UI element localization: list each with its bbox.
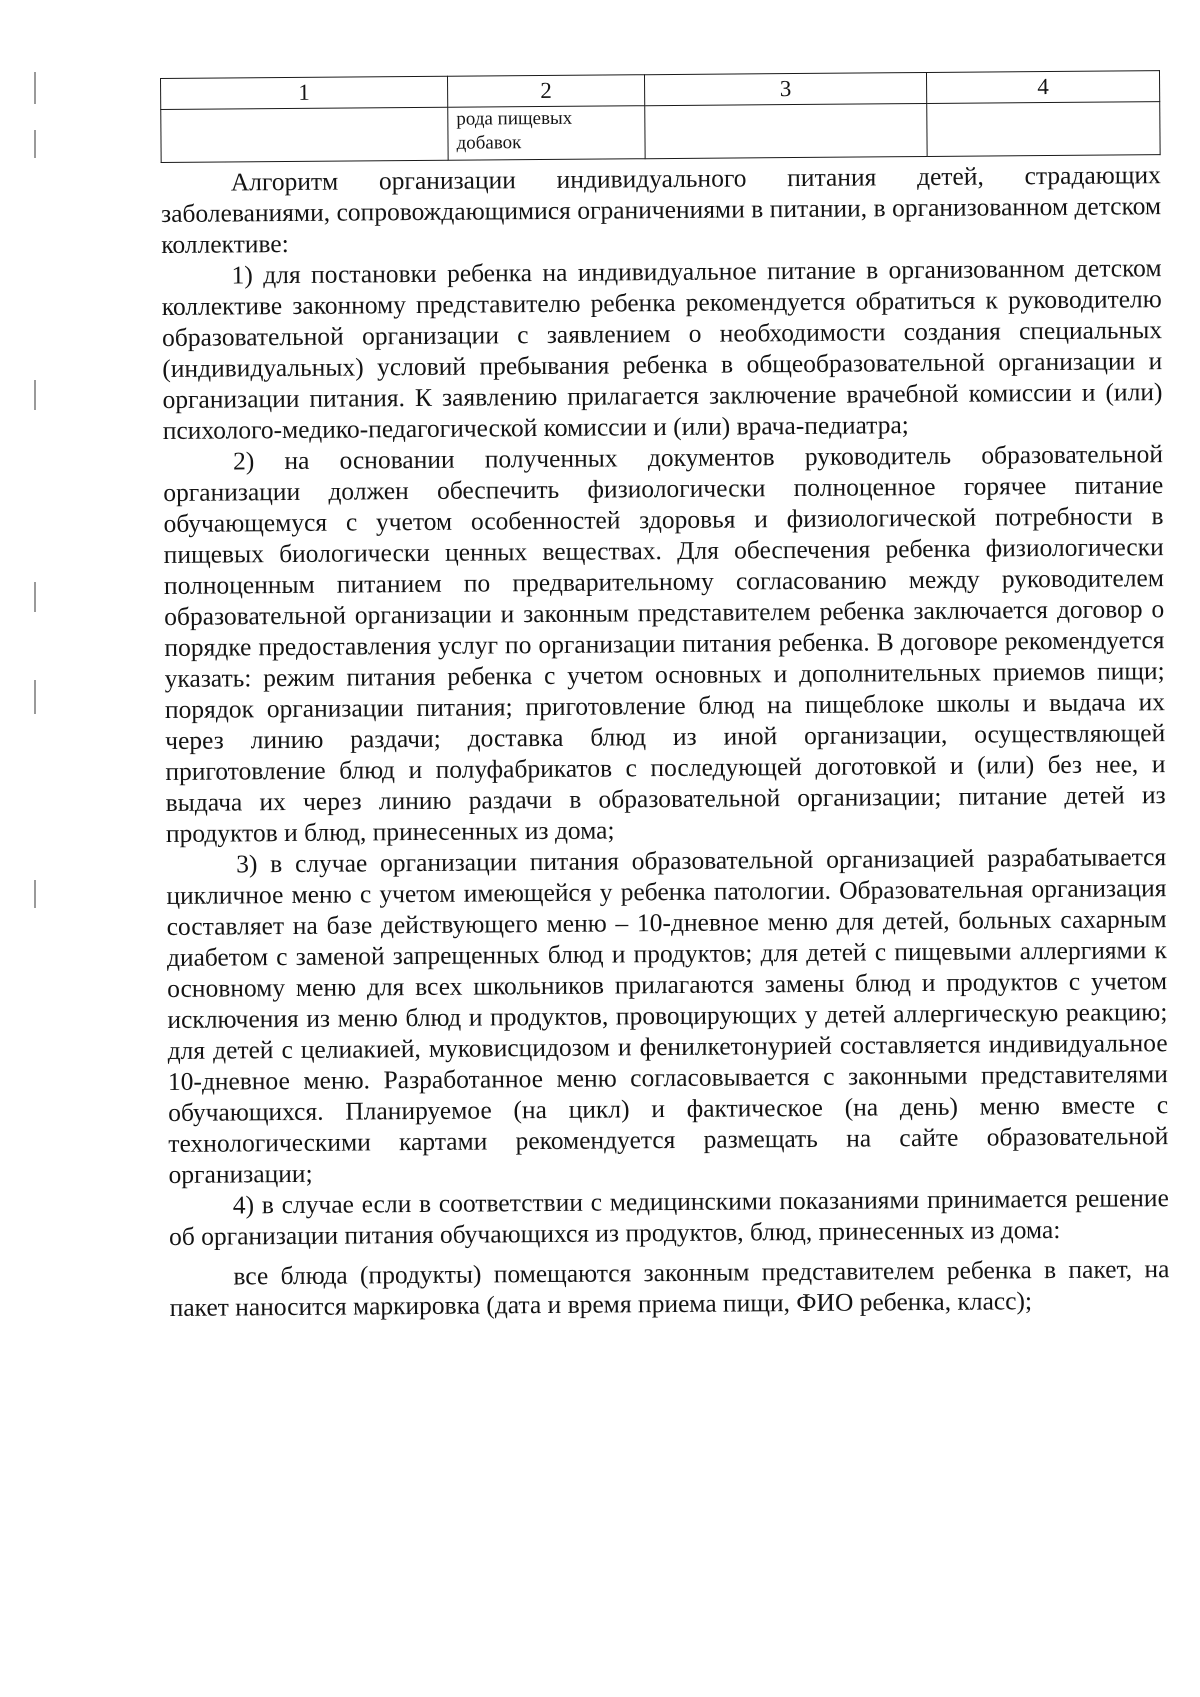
paragraph-item-3: 3) в случае организации питания образовательной организацией разрабатывается цикличное меню с учетом имеющейся у ребенка патологии. Образовательная организация составляет на базе действующего меню – 10-дневное меню для детей, больных сахарным диабетом с заменой запрещенных блюд и продуктов; для детей с пищевыми аллергиями к основному меню для всех школьников прилагаются замены блюд и продуктов с учетом исключения из меню блюд и продуктов, провоцирующих у детей аллергическую реакцию; для детей с целиакией, муковисцидозом и фенилкетонурией составляется индивидуальное 10-дневное меню. Разработанное меню согласовывается с законными представителями обучающихся. Планируемое (на цикл) и фактическое (на день) меню вместе с технологическими картами рекомендуется размещать на сайте образовательной организации; (166, 842, 1169, 1189)
paragraph-subitem: все блюда (продукты) помещаются законным представителем ребенка в пакет, на пакет наносится маркировка (дата и время приема пищи, ФИО ребенка, класс); (169, 1254, 1170, 1322)
table-cell: рода пищевых добавок (448, 106, 645, 161)
table-cell (927, 102, 1160, 157)
section-heading: Алгоритм организации индивидуального питания детей, страдающих заболеваниями, сопровождающимися ограничениями в питании, в организованном детском коллективе: (160, 160, 1162, 259)
table-header-cell: 2 (447, 75, 644, 108)
table-row (161, 102, 1160, 163)
table-cell (161, 107, 448, 162)
table-header-cell: 1 (161, 76, 448, 109)
scan-mark (34, 880, 36, 908)
paragraph-item-4: 4) в случае если в соответствии с медицинскими показаниями принимается решение об организации питания обучающихся из продуктов, блюд, принесенных из дома: (168, 1183, 1169, 1251)
document-body (160, 70, 1170, 1323)
scan-mark (34, 582, 36, 612)
scan-mark (34, 72, 36, 104)
scan-mark (34, 680, 36, 714)
scan-mark (34, 380, 36, 410)
scan-mark (34, 130, 36, 158)
document-text (161, 159, 1170, 1323)
paragraph-item-1: 1) для постановки ребенка на индивидуальное питание в организованном детском коллективе законному представителю ребенка рекомендуется обратиться к руководителю образовательной организации с заявлением о необходимости создания специальных (индивидуальных) условий пребывания ребенка в общеобразовательной организации и организации питания. К заявлению прилагается заключение врачебной комиссии и (или) психолого-медико-педагогической комиссии и (или) врача-педиатра; (161, 253, 1163, 445)
table-header-cell: 3 (644, 72, 926, 105)
table-cell (645, 103, 927, 158)
table-header-cell: 4 (926, 71, 1159, 104)
paragraph-item-2: 2) на основании полученных документов руководитель образовательной организации должен обеспечить физиологически полноценное горячее питание обучающемуся с учетом особенностей здоровья и физиологической потребности в пищевых биологически ценных веществах. Для обеспечения ребенка физиологически полноценным питанием по предварительному согласованию между руководителем образовательной организации и законным представителем ребенка заключается договор о порядке предоставления услуг по организации питания ребенка. В договоре рекомендуется указать: режим питания ребенка с учетом основных и дополнительных приемов пищи; порядок организации питания; приготовление блюд на пищеблоке школы и выдача их через линию раздачи; доставка блюд из иной организации, осуществляющей приготовление блюд и полуфабрикатов с последующей доготовкой и (или) без нее, и выдача их через линию раздачи в образовательной организации; питание детей из продуктов и блюд, принесенных из дома; (163, 439, 1166, 848)
continuation-table (160, 70, 1161, 163)
